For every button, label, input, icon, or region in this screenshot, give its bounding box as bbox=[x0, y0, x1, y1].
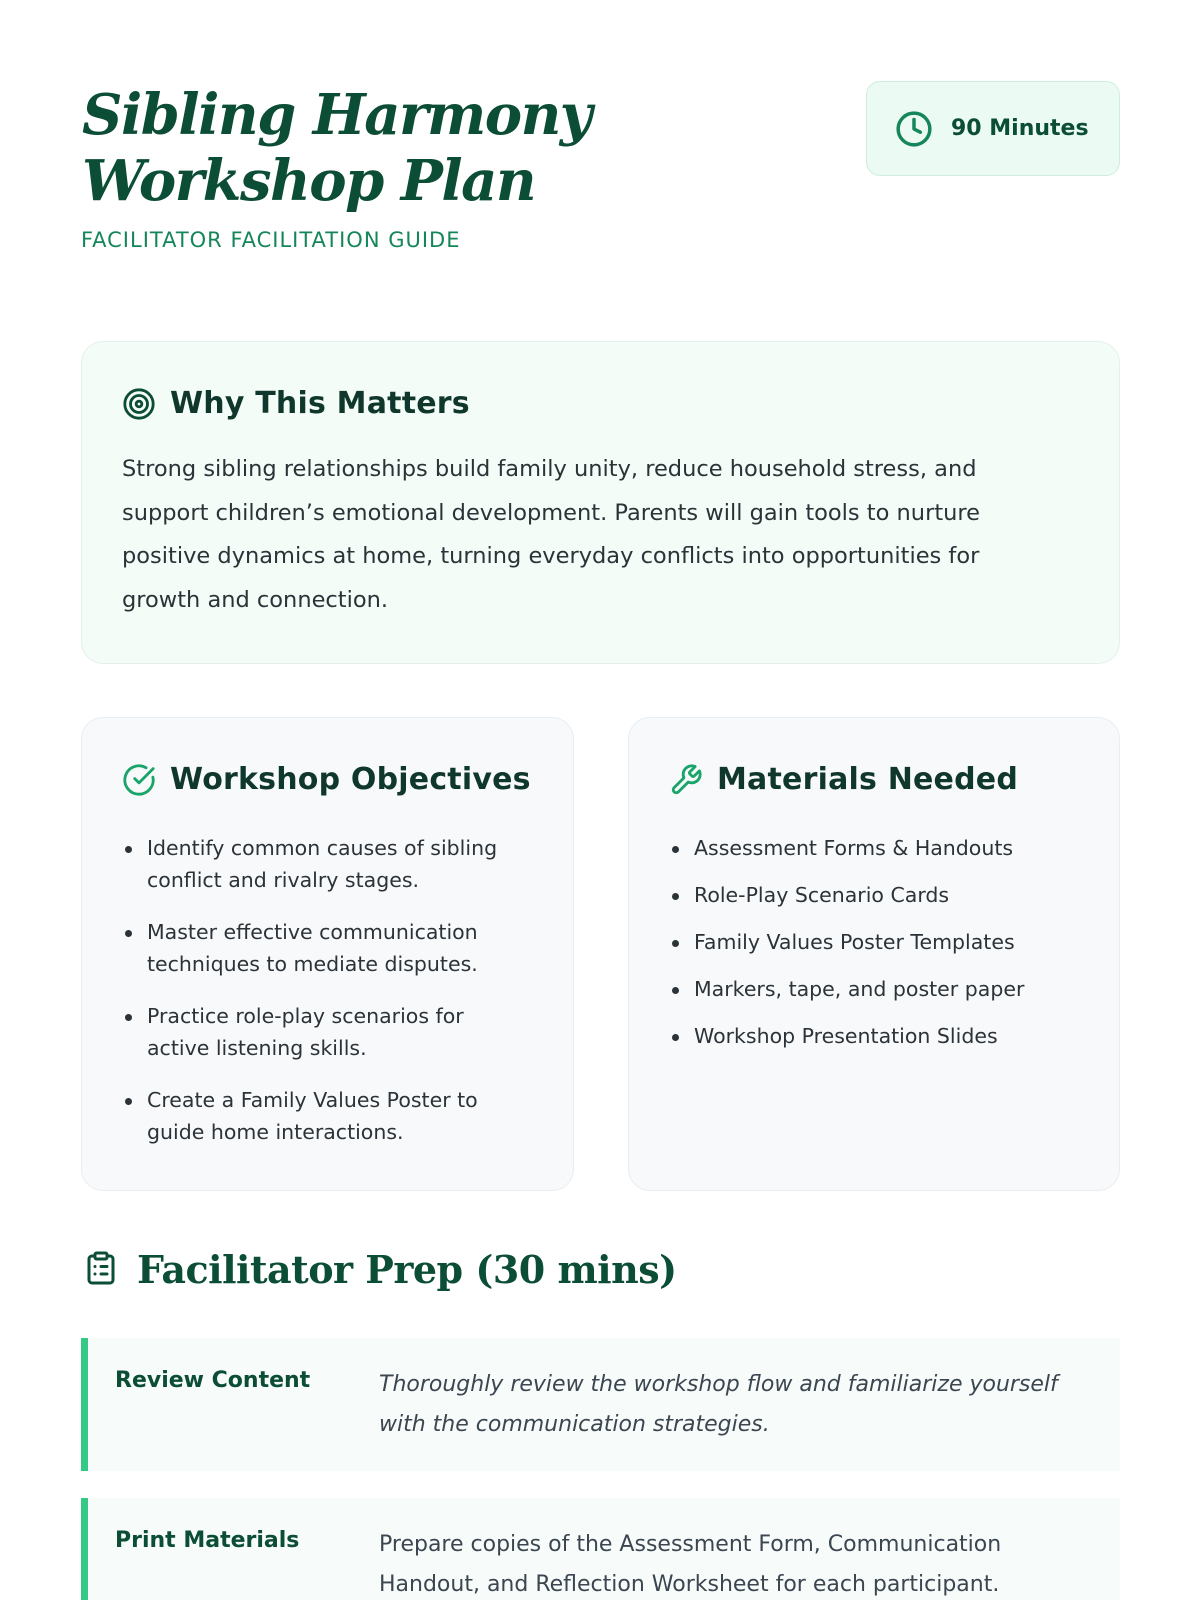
duration-badge bbox=[866, 81, 1120, 176]
list-item: Role-Play Scenario Cards bbox=[669, 879, 1079, 911]
list-item: Master effective communication techniques to mediate disputes. bbox=[122, 916, 522, 980]
why-this-matters-card bbox=[81, 341, 1120, 664]
prep-row-text: Prepare copies of the Assessment Form, Communication Handout, and Reflection Worksheet for each participant. bbox=[379, 1532, 1002, 1597]
why-card-header bbox=[122, 386, 470, 421]
page-subtitle: FACILITATOR FACILITATION GUIDE bbox=[81, 228, 461, 252]
prep-row-review-content bbox=[81, 1338, 1120, 1471]
list-item: Identify common causes of sibling conflict and rivalry stages. bbox=[122, 832, 522, 896]
list-item: Assessment Forms & Handouts bbox=[669, 832, 1079, 864]
objectives-card bbox=[81, 717, 574, 1191]
list-item: Markers, tape, and poster paper bbox=[669, 973, 1079, 1005]
list-item: Workshop Presentation Slides bbox=[669, 1020, 1079, 1052]
objectives-card-header bbox=[122, 762, 531, 797]
objectives-heading: Workshop Objectives bbox=[170, 762, 531, 797]
clock-icon bbox=[895, 110, 933, 148]
why-heading: Why This Matters bbox=[170, 386, 470, 421]
check-circle-icon bbox=[122, 763, 156, 797]
list-item: Practice role-play scenarios for active listening skills. bbox=[122, 1000, 522, 1064]
prep-row-print-materials bbox=[81, 1498, 1120, 1600]
materials-list bbox=[669, 832, 1079, 1067]
why-paragraph: Strong sibling relationships build family unity, reduce household stress, and support children’s emotional development. Parents will gain tools to nurture positive dynamics at home, turning everyday conflicts into opportunities for growth and connection. bbox=[122, 456, 980, 613]
wrench-icon bbox=[669, 763, 703, 797]
prep-row-text: Thoroughly review the workshop flow and familiarize yourself with the communication strategies. bbox=[379, 1372, 1058, 1437]
list-item: Create a Family Values Poster to guide home interactions. bbox=[122, 1084, 522, 1148]
target-icon bbox=[122, 387, 156, 421]
prep-section-header bbox=[83, 1247, 677, 1292]
clipboard-icon bbox=[83, 1250, 119, 1290]
duration-label: 90 Minutes bbox=[951, 116, 1089, 141]
list-item: Family Values Poster Templates bbox=[669, 926, 1079, 958]
materials-card-header bbox=[669, 762, 1018, 797]
objectives-list bbox=[122, 832, 522, 1168]
prep-heading: Facilitator Prep (30 mins) bbox=[137, 1247, 677, 1292]
materials-card bbox=[628, 717, 1120, 1191]
materials-heading: Materials Needed bbox=[717, 762, 1018, 797]
page-title: Sibling Harmony Workshop Plan bbox=[82, 82, 591, 214]
prep-row-label: Print Materials bbox=[115, 1528, 300, 1553]
prep-row-label: Review Content bbox=[115, 1368, 311, 1393]
